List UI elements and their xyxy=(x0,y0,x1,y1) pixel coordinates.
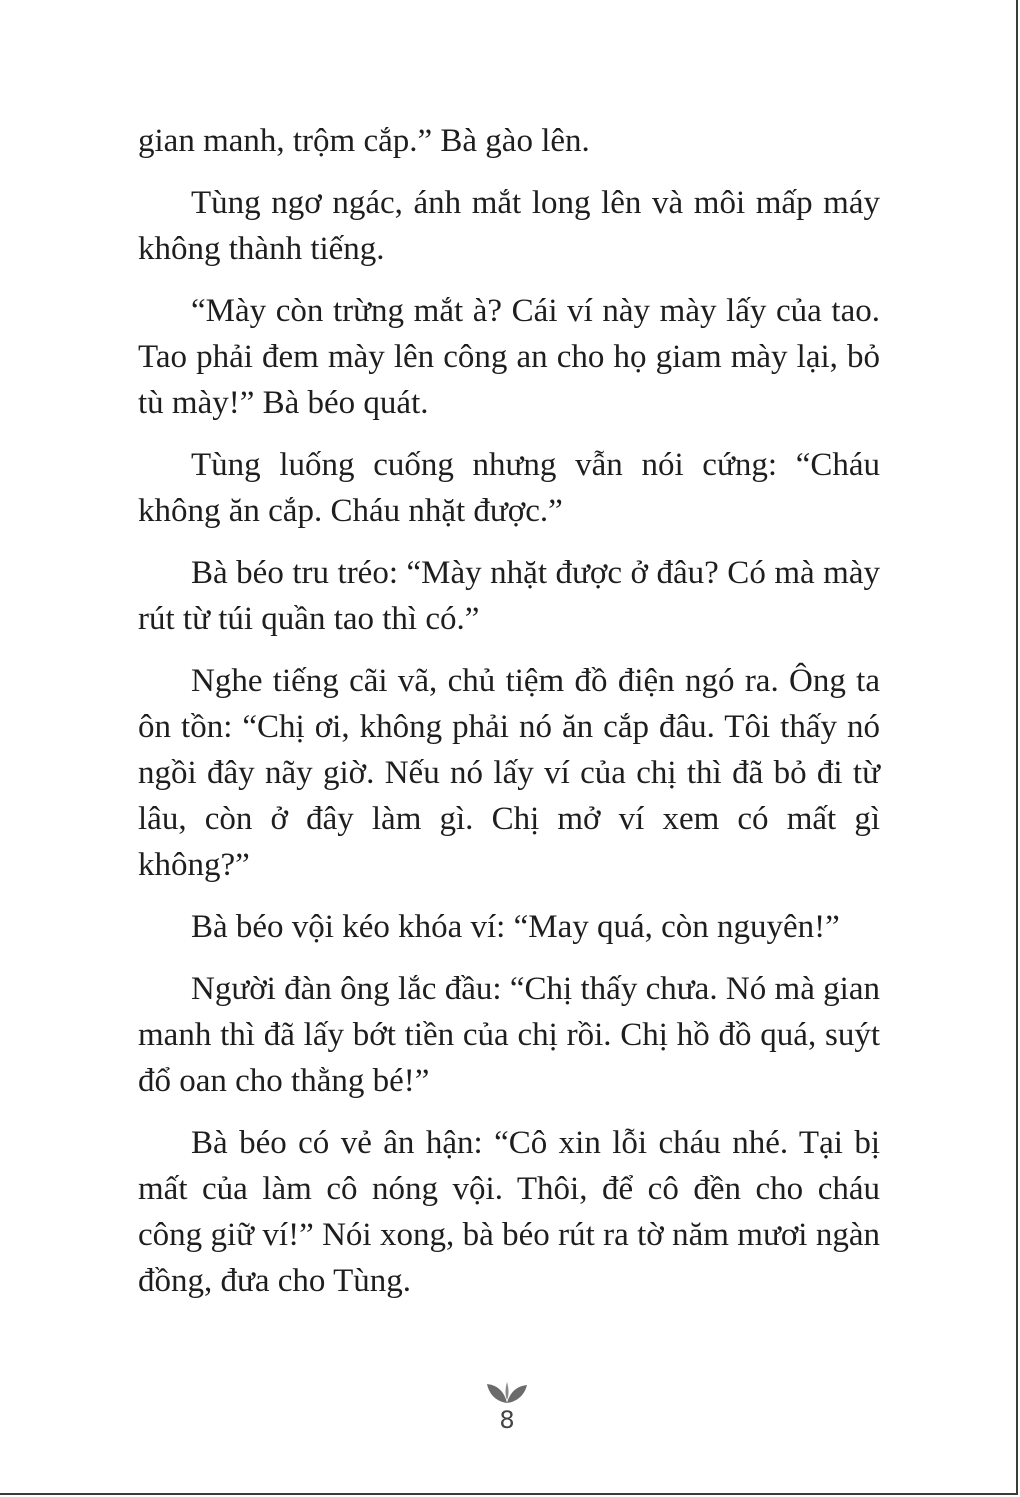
paragraph: Bà béo vội kéo khóa ví: “May quá, còn nguyên!” xyxy=(191,909,840,945)
body-text xyxy=(138,118,880,1304)
paragraph: Bà béo tru tréo: “Mày nhặt được ở đâu? Có mà mày rút từ túi quần tao thì có.” xyxy=(138,555,880,637)
page-number: 8 xyxy=(499,1406,515,1434)
paragraph: Tùng luống cuống nhưng vẫn nói cứng: “Cháu không ăn cắp. Cháu nhặt được.” xyxy=(138,447,880,529)
paragraph-continuation: gian manh, trộm cắp.” Bà gào lên. xyxy=(138,123,590,159)
paragraph: Nghe tiếng cãi vã, chủ tiệm đồ điện ngó ra. Ông ta ôn tồn: “Chị ơi, không phải nó ăn cắp đâu. Tôi thấy nó ngồi đây nãy giờ. Nếu nó lấy ví của chị thì đã bỏ đi từ lâu, còn ở đây làm gì. Chị mở ví xem có mất gì không?” xyxy=(138,663,880,883)
leaf-sprout-icon xyxy=(486,1376,528,1406)
paragraph: Tùng ngơ ngác, ánh mắt long lên và môi mấp máy không thành tiếng. xyxy=(138,185,880,267)
paragraph: “Mày còn trừng mắt à? Cái ví này mày lấy của tao. Tao phải đem mày lên công an cho họ giam mày lại, bỏ tù mày!” Bà béo quát. xyxy=(138,293,880,421)
paragraph: Người đàn ông lắc đầu: “Chị thấy chưa. Nó mà gian manh thì đã lấy bớt tiền của chị rồi. Chị hồ đồ quá, suýt đổ oan cho thằng bé!” xyxy=(138,971,880,1099)
paragraph: Bà béo có vẻ ân hận: “Cô xin lỗi cháu nhé. Tại bị mất của làm cô nóng vội. Thôi, để cô đền cho cháu công giữ ví!” Nói xong, bà béo rút ra tờ năm mươi ngàn đồng, đưa cho Tùng. xyxy=(138,1125,880,1299)
